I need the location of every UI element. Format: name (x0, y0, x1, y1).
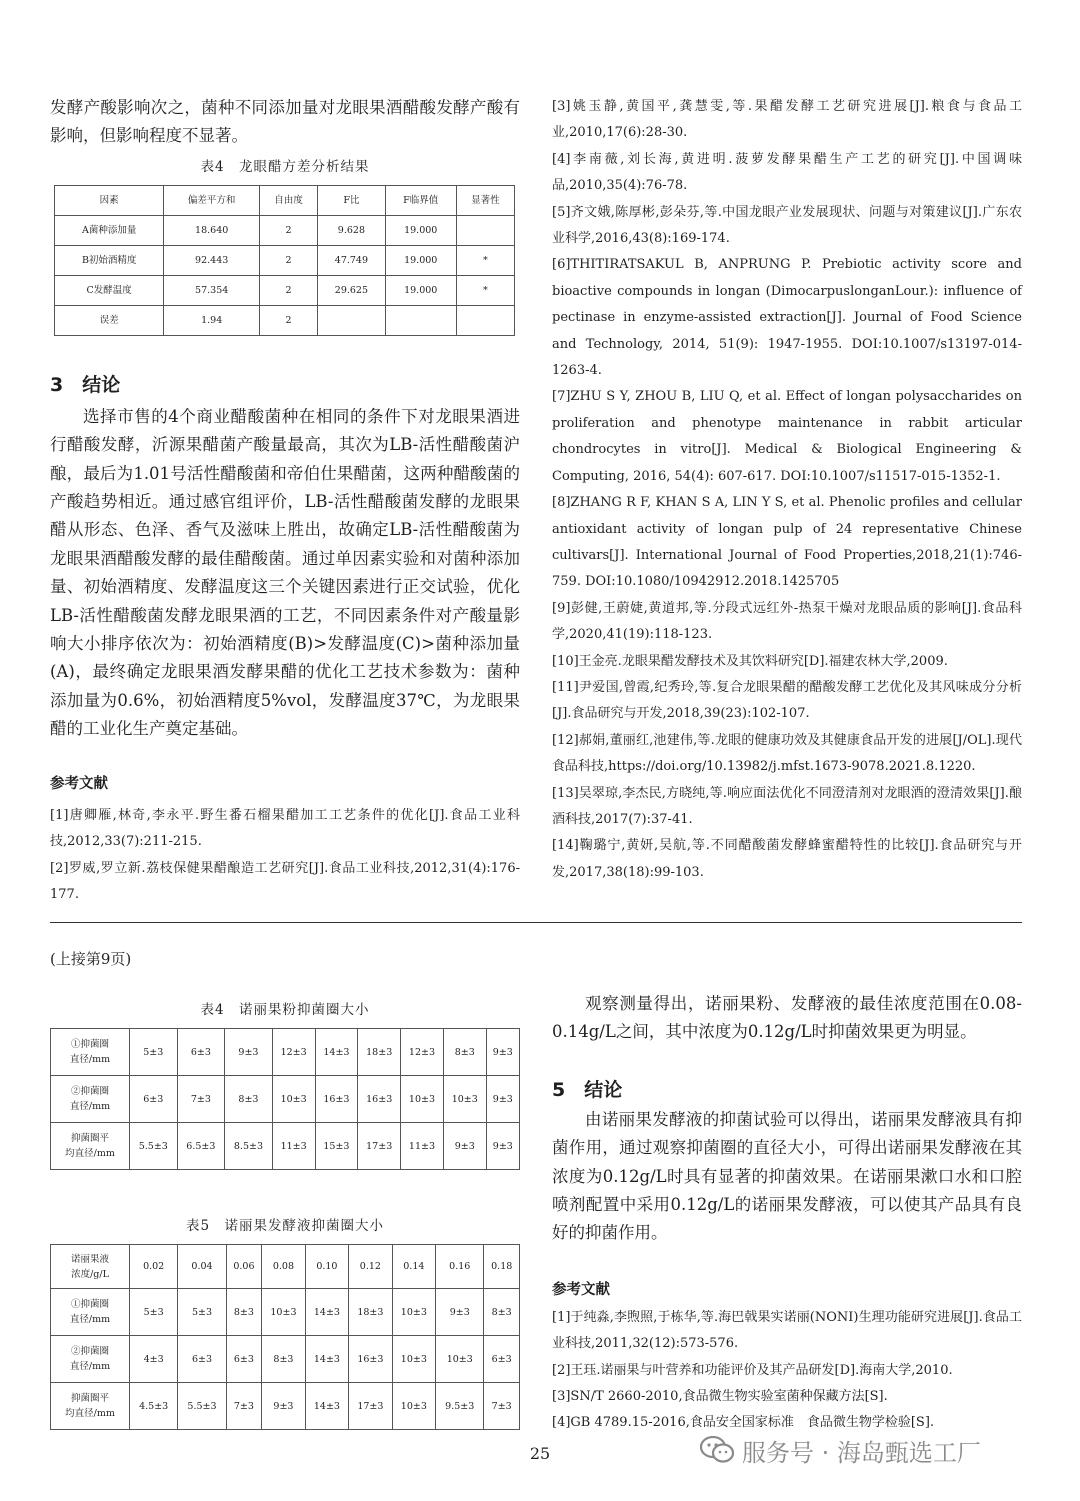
table-cell: 9±3 (225, 1029, 273, 1076)
reference-item: [3]SN/T 2660-2010,食品微生物实验室菌种保藏方法[S]. (552, 1389, 888, 1405)
reference-item: [6]THITIRATSAKUL B, ANPRUNG P. Prebiotic activity score and bioactive compounds in longan (DimocarpuslonganLour.): influence of pectinase in enzyme-assisted extraction[J]. Journal of Food Science and Technology, 2014, 51(9): 1947-1955. DOI:10.1007/s13197-014-1263-4. (552, 257, 1022, 379)
table-header-cell: 0.14 (392, 1245, 435, 1289)
watermark-text: 服务号 · 海岛甄选工厂 (742, 1438, 981, 1467)
table-cell: C发酵温度 (55, 275, 164, 305)
reference-item: [1]于纯淼,李煦照,于栋华,等.海巴戟果实诺丽(NONI)生理功能研究进展[J].食品工业科技,2011,32(12):573-576. (552, 1309, 1022, 1352)
table-row (51, 1383, 520, 1430)
continuation-note: (上接第9页) (50, 950, 132, 968)
table-cell: 8±3 (225, 1076, 273, 1123)
row-label (51, 1029, 130, 1076)
table-cell: 5±3 (130, 1289, 178, 1336)
row-label-line: ①抑菌圈 (70, 1039, 109, 1050)
row-label-line: ①抑菌圈 (70, 1299, 109, 1310)
table-cell: 4.5±3 (130, 1383, 178, 1430)
table-cell: 5.5±3 (178, 1383, 226, 1430)
table-header-cell: 0.10 (305, 1245, 348, 1289)
header-label (51, 1245, 130, 1289)
table-header-cell: 0.18 (484, 1245, 520, 1289)
top-left-column (50, 94, 520, 908)
table-row (55, 245, 515, 275)
table-row (55, 215, 515, 245)
reference-item: [12]郝娟,董丽红,池建伟,等.龙眼的健康功效及其健康食品开发的进展[J/OL].现代食品科技,https://doi.org/10.13982/j.mfst.1673-9078.2021.8.1220. (552, 732, 1022, 775)
table-cell: 47.749 (318, 245, 386, 275)
table-cell: 7±3 (484, 1383, 520, 1430)
table-header-cell: 0.12 (349, 1245, 392, 1289)
table-cell: 92.443 (164, 245, 260, 275)
table-cell: 10±3 (392, 1383, 435, 1430)
table-cell: 10±3 (443, 1076, 486, 1123)
table-cell: 6±3 (177, 1029, 225, 1076)
table-cell: 12±3 (401, 1029, 444, 1076)
table-cell: 10±3 (392, 1289, 435, 1336)
references-heading-bottom: 参考文献 (552, 1281, 610, 1298)
table-cell: 8.5±3 (225, 1123, 273, 1170)
row-label (51, 1076, 130, 1123)
table-cell: 5±3 (178, 1289, 226, 1336)
table-cell: 8±3 (484, 1289, 520, 1336)
table-row (51, 1076, 520, 1123)
table-cell: 10±3 (436, 1336, 484, 1383)
table-header-cell: 0.06 (226, 1245, 262, 1289)
header-label-line: 浓度/g/L (71, 1268, 109, 1280)
table-header-row (51, 1245, 520, 1289)
table-cell: 6±3 (178, 1336, 226, 1383)
table-cell: 9.628 (318, 215, 386, 245)
reference-item: [10]王金亮.龙眼果醋发酵技术及其饮料研究[D].福建农林大学,2009. (552, 653, 948, 669)
table-header-cell: 0.02 (130, 1245, 178, 1289)
row-label-line: ②抑菌圈 (70, 1346, 109, 1357)
section5-heading: 5 结论 (552, 1078, 623, 1101)
table-cell: 16±3 (349, 1336, 392, 1383)
table-cell: 5±3 (130, 1029, 178, 1076)
table-cell: 6±3 (226, 1336, 262, 1383)
table-cell: 2 (259, 305, 317, 335)
table-cell: 12±3 (272, 1029, 315, 1076)
table-cell: 18±3 (358, 1029, 401, 1076)
table-cell: 9±3 (486, 1076, 519, 1123)
page-number: 25 (529, 1444, 551, 1463)
table-cell: 9±3 (262, 1383, 305, 1430)
table-cell: 6±3 (130, 1076, 178, 1123)
table-cell: 16±3 (358, 1076, 401, 1123)
table-cell (385, 305, 456, 335)
table-cell: 16±3 (315, 1076, 358, 1123)
observation-paragraph: 观察测量得出，诺丽果粉、发酵液的最佳浓度范围在0.08-0.14g/L之间，其中浓度为0.12g/L时抑菌效果更为明显。 (552, 994, 1022, 1042)
reference-item: [5]齐文娥,陈厚彬,彭朵芬,等.中国龙眼产业发展现状、问题与对策建议[J].广东农业科学,2016,43(8):169-174. (552, 204, 1022, 247)
table-cell: 7±3 (226, 1383, 262, 1430)
table-cell: 7±3 (177, 1076, 225, 1123)
table-cell: 6±3 (484, 1336, 520, 1383)
table-header-cell: 因素 (55, 185, 164, 215)
table-cell: 5.5±3 (130, 1123, 178, 1170)
references-list-bottom (552, 1305, 1022, 1437)
table-cell: 15±3 (315, 1123, 358, 1170)
table-cell: 2 (259, 275, 317, 305)
table-cell: 10±3 (392, 1336, 435, 1383)
table-cell: 10±3 (272, 1076, 315, 1123)
table-cell: * (456, 275, 514, 305)
reference-item: [14]鞠璐宁,黄妍,吴航,等.不同醋酸菌发酵蜂蜜醋特性的比较[J].食品研究与开发,2017,38(18):99-103. (552, 838, 1022, 880)
reference-item: [11]尹爱国,曾霞,纪秀玲,等.复合龙眼果醋的醋酸发酵工艺优化及其风味成分分析[J].食品研究与开发,2018,39(23):102-107. (552, 679, 1022, 722)
top-right-column (552, 94, 1022, 886)
table-row (55, 275, 515, 305)
table-header-cell: 偏差平方和 (164, 185, 260, 215)
references-list-left (50, 803, 520, 909)
table-cell: 4±3 (130, 1336, 178, 1383)
row-label (51, 1336, 130, 1383)
table-cell: 6.5±3 (177, 1123, 225, 1170)
table-cell: 14±3 (305, 1383, 348, 1430)
table-cell: B初始酒精度 (55, 245, 164, 275)
table-cell: 11±3 (401, 1123, 444, 1170)
wechat-icon (700, 1436, 734, 1464)
table-cell: 8±3 (262, 1336, 305, 1383)
reference-item: [13]吴翠琼,李杰民,方晓纯,等.响应面法优化不同澄清剂对龙眼酒的澄清效果[J].酿酒科技,2017(7):37-41. (552, 785, 1022, 827)
table-cell: 误差 (55, 305, 164, 335)
reference-item: [2]罗威,罗立新.荔枝保健果醋酿造工艺研究[J].食品工业科技,2012,31(4):176-177. (50, 860, 520, 902)
table-cell: 17±3 (349, 1383, 392, 1430)
table-cell: 2 (259, 245, 317, 275)
table-row (51, 1123, 520, 1170)
row-label-line: 直径/mm (69, 1054, 111, 1065)
row-label-line: 抑菌圈平 (70, 1133, 109, 1144)
references-heading: 参考文献 (50, 775, 108, 792)
reference-item: [8]ZHANG R F, KHAN S A, LIN Y S, et al. Phenolic profiles and cellular antioxidant activity of longan pulp of 24 representative Chinese cultivars[J]. International Journal of Food Properties,2018,21(1):746-759. DOI:10.1080/10942912.2018.1425705 (552, 495, 1022, 590)
table-cell: 1.94 (164, 305, 260, 335)
table-row (51, 1289, 520, 1336)
variance-table (54, 185, 515, 336)
table-cell: 9.5±3 (436, 1383, 484, 1430)
table-row (51, 1336, 520, 1383)
table-header-cell: 0.04 (178, 1245, 226, 1289)
table-cell: 29.625 (318, 275, 386, 305)
reference-item: [9]彭健,王蔚婕,黄道邦,等.分段式远红外-热泵干燥对龙眼品质的影响[J].食品科学,2020,41(19):118-123. (552, 600, 1022, 643)
watermark (700, 1430, 981, 1470)
table-cell: 9±3 (486, 1029, 519, 1076)
table-cell: 9±3 (486, 1123, 519, 1170)
row-label-line: 直径/mm (69, 1361, 111, 1372)
table-row (51, 1029, 520, 1076)
table5-caption: 表5 诺丽果发酵液抑菌圈大小 (185, 1218, 385, 1234)
row-label-line: 均直径/mm (65, 1148, 115, 1159)
table-cell: 14±3 (315, 1029, 358, 1076)
bottom-left-column (50, 940, 520, 1430)
table-cell: 10±3 (401, 1076, 444, 1123)
reference-item: [4]李南薇,刘长海,黄进明.菠萝发酵果醋生产工艺的研究[J].中国调味品,2010,35(4):76-78. (552, 151, 1022, 194)
header-label-line: 诺丽果液 (70, 1253, 109, 1265)
row-label (51, 1123, 130, 1170)
table-cell: 8±3 (226, 1289, 262, 1336)
table-cell: 2 (259, 215, 317, 245)
table-cell: * (456, 245, 514, 275)
reference-item: [1]唐卿雁,林奇,李永平.野生番石榴果醋加工工艺条件的优化[J].食品工业科技,2012,33(7):211-215. (50, 807, 520, 850)
row-label-line: ②抑菌圈 (70, 1086, 109, 1097)
table-cell: 18.640 (164, 215, 260, 245)
table-row (55, 305, 515, 335)
noni-liquid-table (50, 1244, 520, 1430)
table-cell (456, 305, 514, 335)
table-header-cell: 0.16 (436, 1245, 484, 1289)
table4-caption: 表4 龙眼醋方差分析结果 (200, 158, 370, 175)
table-cell: 11±3 (272, 1123, 315, 1170)
reference-item: [4]GB 4789.15-2016,食品安全国家标准 食品微生物学检验[S]. (552, 1415, 935, 1431)
reference-item: [7]ZHU S Y, ZHOU B, LIU Q, et al. Effect of longan polysaccharides on proliferation and phenotype maintenance in rabbit articular chondrocytes in vitro[J]. Medical & Biological Engineering & Computing, 2016, 54(4): 607-617. DOI:10.1007/s11517-015-1352-1. (552, 389, 1022, 484)
row-label-line: 抑菌圈平 (70, 1393, 109, 1404)
table-cell: 19.000 (385, 275, 456, 305)
row-label-line: 直径/mm (69, 1314, 111, 1325)
row-label-line: 直径/mm (69, 1101, 111, 1112)
table-header-cell: F比 (318, 185, 386, 215)
row-label (51, 1289, 130, 1336)
table-header-cell: 自由度 (259, 185, 317, 215)
reference-item: [3]姚玉静,黄国平,龚慧雯,等.果醋发酵工艺研究进展[J].粮食与食品工业,2010,17(6):28-30. (552, 99, 1022, 141)
row-label-line: 均直径/mm (65, 1408, 115, 1419)
reference-item: [2]王珏.诺丽果与叶营养和功能评价及其产品研发[D].海南大学,2010. (552, 1362, 953, 1378)
table-cell: 17±3 (358, 1123, 401, 1170)
table-header-row (55, 185, 515, 215)
table-cell: 10±3 (262, 1289, 305, 1336)
table-cell: 18±3 (349, 1289, 392, 1336)
table-cell: A菌种添加量 (55, 215, 164, 245)
table-cell: 9±3 (436, 1289, 484, 1336)
references-list-right (552, 94, 1022, 886)
table-cell: 19.000 (385, 245, 456, 275)
section3-heading: 3 结论 (50, 373, 121, 396)
table-cell: 14±3 (305, 1289, 348, 1336)
table-cell: 8±3 (443, 1029, 486, 1076)
table-cell: 57.354 (164, 275, 260, 305)
table4b-caption: 表4 诺丽果粉抑菌圈大小 (200, 1002, 370, 1018)
table-header-cell: 0.08 (262, 1245, 305, 1289)
row-label (51, 1383, 130, 1430)
table-header-cell: F临界值 (385, 185, 456, 215)
table-cell: 14±3 (305, 1336, 348, 1383)
table-cell: 19.000 (385, 215, 456, 245)
table-header-cell: 显著性 (456, 185, 514, 215)
table-cell: 9±3 (443, 1123, 486, 1170)
section-divider (50, 922, 1022, 923)
noni-powder-table (50, 1028, 520, 1170)
intro-paragraph: 发酵产酸影响次之，菌种不同添加量对龙眼果酒醋酸发酵产酸有影响，但影响程度不显著。 (50, 98, 520, 146)
section5-paragraph: 由诺丽果发酵液的抑菌试验可以得出，诺丽果发酵液具有抑菌作用，通过观察抑菌圈的直径大小，可得出诺丽果发酵液在其浓度为0.12g/L时具有显著的抑菌效果。在诺丽果漱口水和口腔喷剂配置中采用0.12g/L的诺丽果发酵液，可以使其产品具有良好的抑菌作用。 (552, 1109, 1022, 1243)
section3-paragraph: 选择市售的4个商业醋酸菌种在相同的条件下对龙眼果酒进行醋酸发酵，沂源果醋菌产酸量最高，其次为LB-活性醋酸菌沪酿，最后为1.01号活性醋酸菌和帝伯仕果醋菌，这两种醋酸菌的产酸趋势相近。通过感官组评价，LB-活性醋酸菌发酵的龙眼果醋从形态、色泽、香气及滋味上胜出，故确定LB-活性醋酸菌为龙眼果酒醋酸发酵的最佳醋酸菌。通过单因素实验和对菌种添加量、初始酒精度、发酵温度这三个关键因素进行正交试验，优化LB-活性醋酸菌发酵龙眼果酒的工艺，不同因素条件对产酸量影响大小排序依次为：初始酒精度(B)>发酵温度(C)>菌种添加量(A)，最终确定龙眼果酒发酵果醋的优化工艺技术参数为：菌种添加量为0.6%，初始酒精度5%vol，发酵温度37℃，为龙眼果醋的工业化生产奠定基础。 (50, 406, 520, 739)
table-cell (318, 305, 386, 335)
bottom-right-column (552, 990, 1022, 1437)
table-cell (456, 215, 514, 245)
